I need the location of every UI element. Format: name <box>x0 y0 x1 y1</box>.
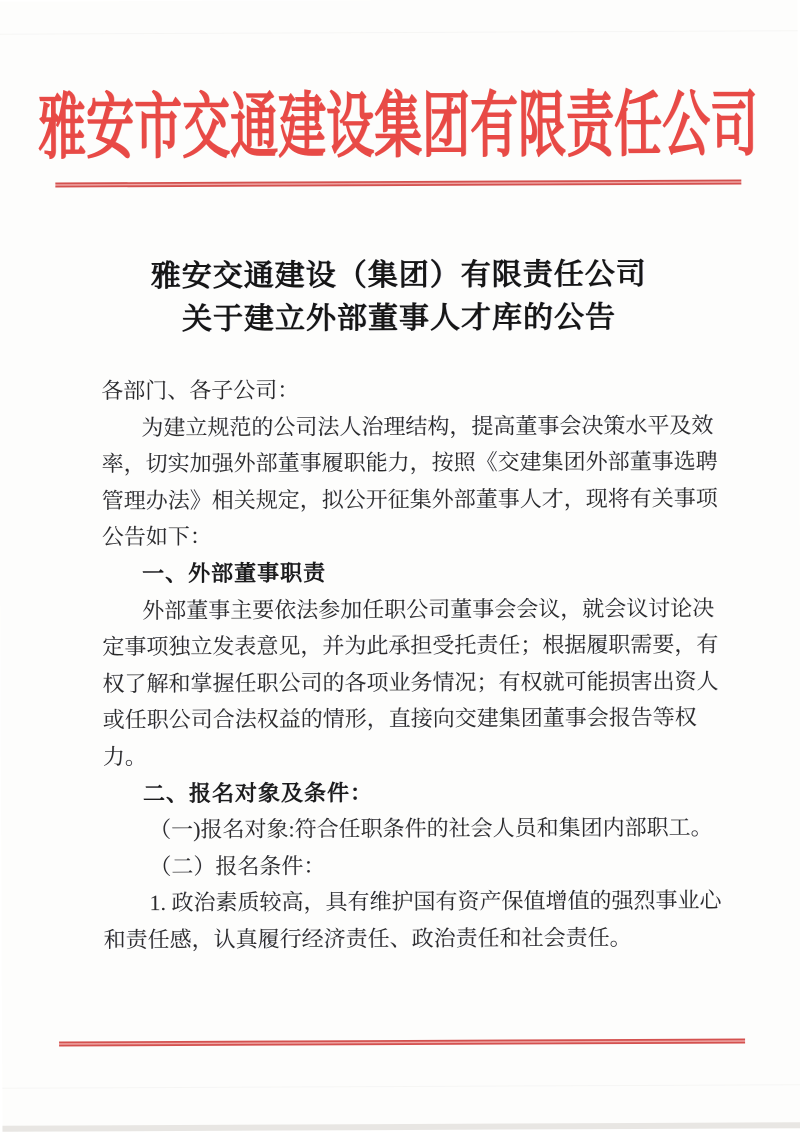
body-line: 管理办法》相关规定，拟公开征集外部董事人才，现将有关事项 <box>102 480 727 519</box>
body-line: （二）报名条件： <box>103 846 728 885</box>
body-line: 为建立规范的公司法人治理结构，提高董事会决策水平及效 <box>101 407 726 446</box>
body-line: 外部董事主要依法参加任职公司董事会会议，就会议讨论决 <box>102 590 727 629</box>
document-body <box>101 371 729 959</box>
body-line: （一)报名对象:符合任职条件的社会人员和集团内部职工。 <box>103 810 728 849</box>
letterhead-company-name: 雅安市交通建设集团有限责任公司 <box>0 60 798 195</box>
document-title-line1: 雅安交通建设（集团）有限责任公司 <box>0 252 799 298</box>
document-title-line2: 关于建立外部董事人才库的公告 <box>0 295 799 341</box>
body-line: 和责任感，认真履行经济责任、政治责任和社会责任。 <box>104 919 729 958</box>
red-divider-bottom <box>59 1038 745 1046</box>
body-line: 公告如下： <box>102 517 727 556</box>
scan-edge-shadow <box>2 1122 800 1131</box>
body-line: 定事项独立发表意见，并为此承担受托责任；根据履职需要，有 <box>102 627 727 666</box>
body-line: 力。 <box>103 737 728 776</box>
scan-artifact-line <box>2 1084 800 1088</box>
body-line: 1. 政治素质较高，具有维护国有资产保值增值的强烈事业心 <box>103 883 728 922</box>
body-line: 或任职公司合法权益的情形，直接向交建集团董事会报告等权 <box>103 700 728 739</box>
section2-heading: 二、报名对象及条件： <box>103 773 728 812</box>
section1-heading: 一、外部董事职责 <box>102 554 727 593</box>
salutation: 各部门、各子公司： <box>101 371 726 410</box>
body-line: 率，切实加强外部董事履职能力，按照《交建集团外部董事选聘 <box>101 444 726 483</box>
document-title <box>0 252 799 341</box>
scan-artifact-line <box>0 30 798 34</box>
body-line: 权了解和掌握任职公司的各项业务情况；有权就可能损害出资人 <box>102 663 727 702</box>
